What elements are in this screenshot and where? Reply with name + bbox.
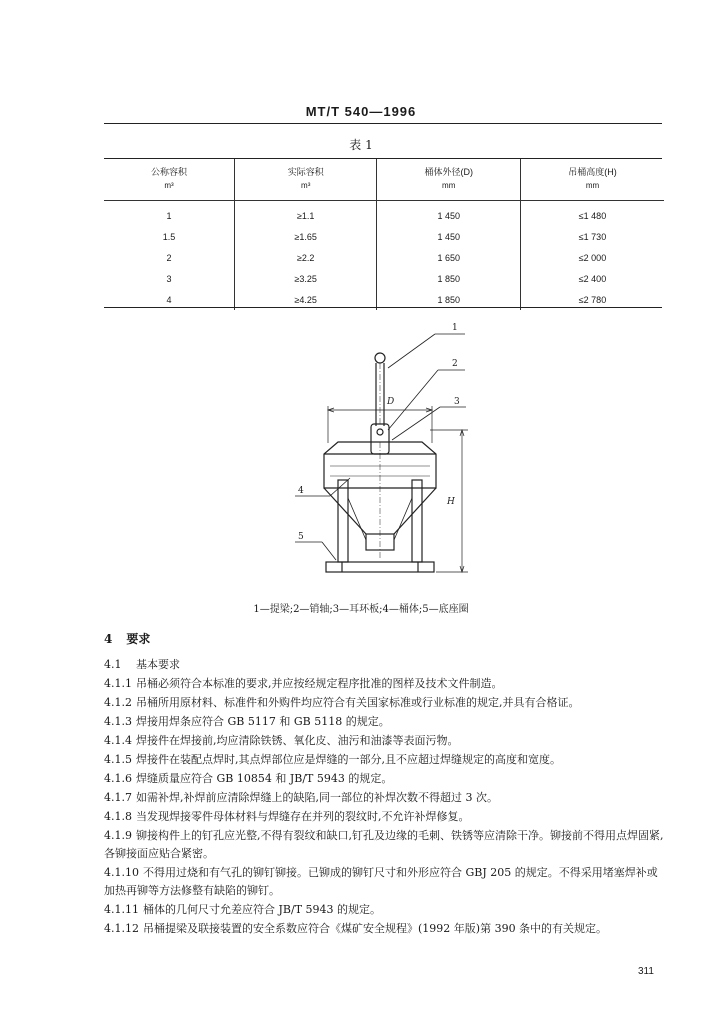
requirements-text — [104, 656, 664, 939]
callout-3: 3 — [454, 397, 460, 407]
clause-number: 4.1 — [104, 658, 122, 671]
base-ring — [326, 562, 434, 572]
callout-2: 2 — [452, 359, 458, 369]
section-heading — [104, 630, 164, 647]
callout-5: 5 — [298, 532, 304, 542]
header-rule — [104, 123, 662, 124]
table-cell: 4 — [166, 294, 172, 305]
clause-number: 4.1.4 — [104, 734, 132, 747]
table-cell: ≤2 000 — [520, 247, 664, 268]
table-cell: ≥1.1 — [234, 201, 377, 227]
clause-number: 4.1.5 — [104, 753, 132, 766]
clause-number: 4.1.3 — [104, 715, 132, 728]
table-cell: 1 650 — [377, 247, 521, 268]
table-row — [104, 247, 664, 268]
clause-number: 4.1.1 — [104, 677, 132, 690]
column-header — [377, 158, 521, 201]
table-cell: ≥3.25 — [234, 268, 377, 289]
clause — [104, 694, 664, 712]
clause-text: 铆接构件上的钉孔应光整,不得有裂纹和缺口,钉孔及边缘的毛刺、铁锈等应清除干净。铆接前不得用点焊固紧,各铆接面应贴合紧密。 — [104, 829, 664, 860]
callout-1: 1 — [452, 323, 458, 333]
column-unit: m³ — [164, 181, 174, 190]
clause-number: 4.1.2 — [104, 696, 132, 709]
column-header — [104, 158, 234, 201]
clause-number: 4.1.12 — [104, 922, 139, 935]
callouts — [295, 334, 466, 560]
table-cell: ≥4.25 — [234, 289, 377, 310]
clause — [104, 789, 664, 807]
column-unit: m³ — [301, 181, 311, 190]
clause-text: 吊桶所用原材料、标准件和外购件均应符合有关国家标准或行业标准的规定,并具有合格证。 — [136, 696, 580, 709]
section-number: 4 — [104, 632, 113, 646]
clause — [104, 901, 664, 919]
capacity-table — [104, 158, 664, 310]
clause-text: 焊缝质量应符合 GB 10854 和 JB/T 5943 的规定。 — [136, 772, 393, 785]
callout-4: 4 — [298, 486, 304, 496]
column-header — [234, 158, 377, 201]
table-cell: 1 — [166, 210, 172, 221]
table-header-row — [104, 158, 664, 201]
column-name: 公称容积 — [150, 167, 187, 177]
clause — [104, 713, 664, 731]
clause — [104, 864, 664, 900]
clause-number: 4.1.8 — [104, 810, 132, 823]
bucket-body — [324, 442, 436, 558]
table-cell: 1 850 — [377, 289, 521, 310]
clause — [104, 827, 664, 863]
clause — [104, 808, 664, 826]
dimension-h-label: H — [447, 497, 455, 507]
clause-text: 焊接件在焊接前,均应清除铁锈、氧化皮、油污和油漆等表面污物。 — [136, 734, 459, 747]
pin-and-ear-plate — [371, 424, 389, 454]
clause-text: 基本要求 — [136, 658, 180, 671]
clause-text: 焊接件在装配点焊时,其点焊部位应是焊缝的一部分,且不应超过焊缝规定的高度和宽度。 — [136, 753, 561, 766]
table-cell: 1 850 — [377, 268, 521, 289]
table-cell: ≤2 400 — [520, 268, 664, 289]
table-row — [104, 201, 664, 227]
clause-number: 4.1.6 — [104, 772, 132, 785]
table-cell: 1 450 — [377, 201, 521, 227]
standard-header: MT/T 540—1996 — [305, 104, 417, 119]
table-cell: ≥2.2 — [234, 247, 377, 268]
clause-text: 焊接用焊条应符合 GB 5117 和 GB 5118 的规定。 — [136, 715, 390, 728]
section-title: 要求 — [126, 632, 151, 646]
clause-text: 不得用过烧和有气孔的铆钉铆接。已铆成的铆钉尺寸和外形应符合 GBJ 205 的规定。不得采用堵塞焊补或加热再铆等方法修整有缺陷的铆钉。 — [104, 866, 658, 897]
clause-number: 4.1.10 — [104, 866, 139, 879]
column-unit: mm — [585, 181, 600, 190]
column-name: 吊桶高度(H) — [568, 167, 617, 177]
clause — [104, 770, 664, 788]
table-row — [104, 268, 664, 289]
table-row — [104, 226, 664, 247]
clause — [104, 675, 664, 693]
table-cell: ≤2 780 — [520, 289, 664, 310]
clause — [104, 751, 664, 769]
page-number: 311 — [638, 966, 654, 977]
column-name: 桶体外径(D) — [424, 167, 473, 177]
clause-text: 吊桶必须符合本标准的要求,并应按经规定程序批准的图样及技术文件制造。 — [136, 677, 503, 690]
dimension-d-label: D — [387, 397, 395, 407]
table-cell: ≤1 480 — [520, 201, 664, 227]
column-unit: mm — [442, 181, 456, 190]
bail — [375, 353, 385, 426]
figure-caption: 1—提梁;2—销轴;3—耳环板;4—桶体;5—底座圈 — [253, 604, 469, 615]
table-cell: 2 — [166, 252, 172, 263]
table-cell: 1 450 — [377, 226, 521, 247]
column-header — [520, 158, 664, 201]
clause — [104, 656, 664, 674]
clause-number: 4.1.9 — [104, 829, 132, 842]
clause-text: 桶体的几何尺寸允差应符合 JB/T 5943 的规定。 — [143, 903, 382, 916]
clause — [104, 920, 664, 938]
clause-number: 4.1.7 — [104, 791, 132, 804]
clause-number: 4.1.11 — [104, 903, 139, 916]
table-cell: ≤1 730 — [520, 226, 664, 247]
bucket-drawing — [280, 318, 500, 588]
clause — [104, 732, 664, 750]
clause-text: 吊桶提梁及联接装置的安全系数应符合《煤矿安全规程》(1992 年版)第 390 条中的有关规定。 — [143, 922, 608, 935]
table-cell: 1.5 — [162, 231, 176, 242]
table-title: 表 1 — [349, 138, 373, 152]
clause-text: 当发现焊接零件母体材料与焊缝存在并列的裂纹时,不允许补焊修复。 — [136, 810, 470, 823]
table-cell: ≥1.65 — [234, 226, 377, 247]
clause-text: 如需补焊,补焊前应清除焊缝上的缺陷,同一部位的补焊次数不得超过 3 次。 — [136, 791, 498, 804]
table-cell: 3 — [166, 273, 172, 284]
column-name: 实际容积 — [287, 167, 324, 177]
table-row — [104, 289, 664, 310]
